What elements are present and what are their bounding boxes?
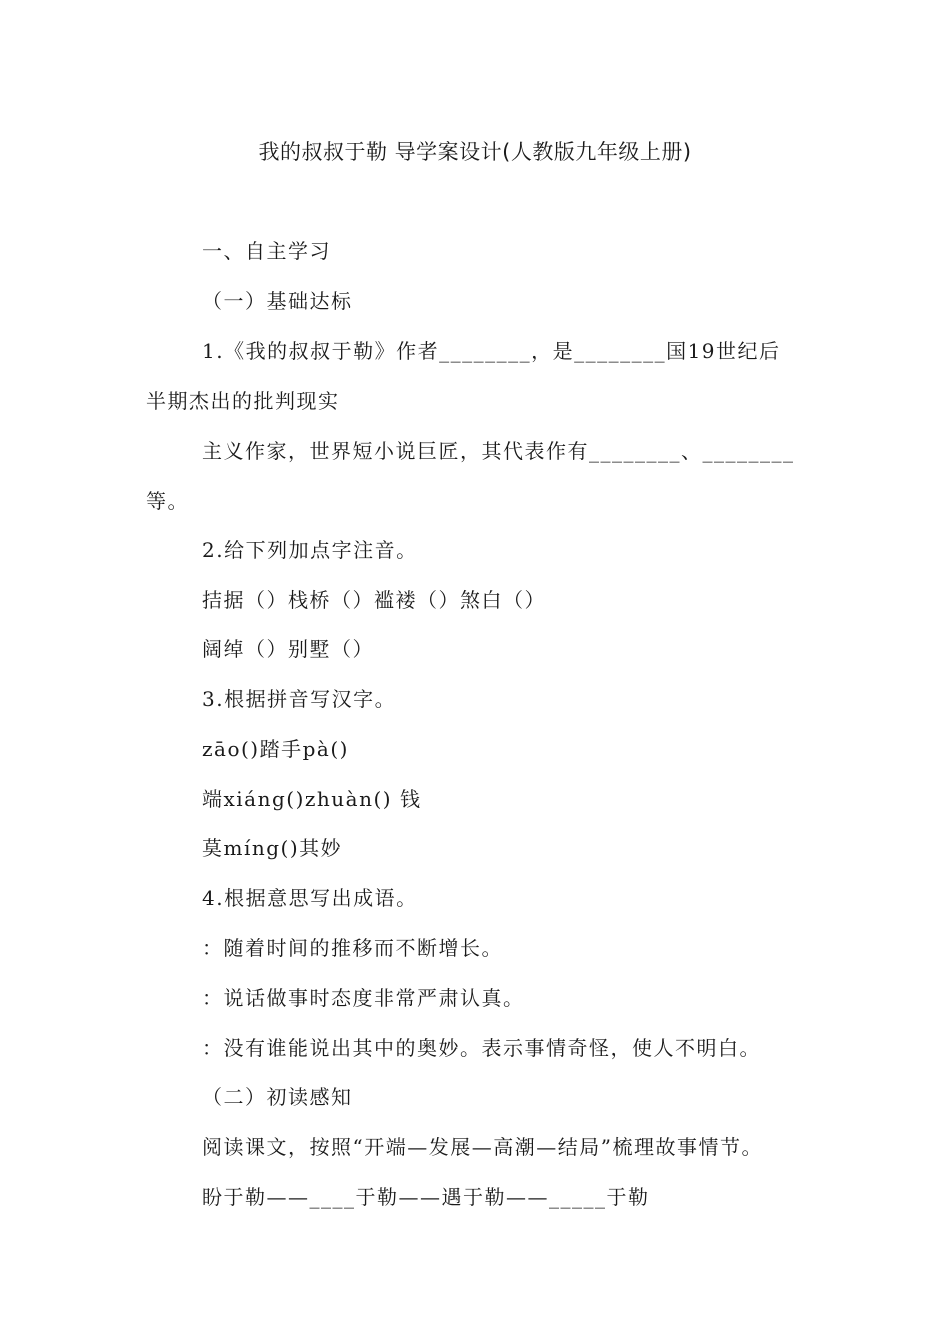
question-3-heading: 3.根据拼音写汉字。 [202,687,397,711]
question-4-heading: 4.根据意思写出成语。 [202,886,418,910]
question-4-item-2: ：说话做事时态度非常严肃认真。 [202,986,525,1010]
document-title: 我的叔叔于勒 导学案设计(人教版九年级上册) [258,140,692,164]
question-2-row-2: 阔绰（）别墅（） [202,637,374,661]
section-heading-self-study: 一、自主学习 [202,239,331,263]
question-1-line-2: 半期杰出的批判现实 [146,389,340,413]
question-4-item-3: ：没有谁能说出其中的奥妙。表示事情奇怪，使人不明白。 [202,1036,761,1060]
plot-outline: 盼于勒——____于勒——遇于勒——_____于勒 [202,1185,650,1209]
question-3-row-3: 莫míng()其妙 [202,836,343,860]
question-1-line-3: 主义作家，世界短小说巨匠，其代表作有________、________ [202,439,795,463]
question-3-row-1: zāo()踏手pà() [202,737,349,761]
question-1-line-1: 1.《我的叔叔于勒》作者________，是________国19世纪后 [202,339,781,363]
reading-instruction: 阅读课文，按照“开端—发展—高潮—结局”梳理故事情节。 [202,1135,763,1159]
question-1-line-4: 等。 [146,489,189,513]
question-4-item-1: ：随着时间的推移而不断增长。 [202,936,503,960]
question-2-row-1: 拮据（）栈桥（）褴褛（）煞白（） [202,588,546,612]
question-3-row-2: 端xiáng()zhuàn() 钱 [202,787,422,811]
question-2-heading: 2.给下列加点字注音。 [202,538,418,562]
subsection-heading-first-reading: （二）初读感知 [202,1085,353,1109]
subsection-heading-basics: （一）基础达标 [202,289,353,313]
